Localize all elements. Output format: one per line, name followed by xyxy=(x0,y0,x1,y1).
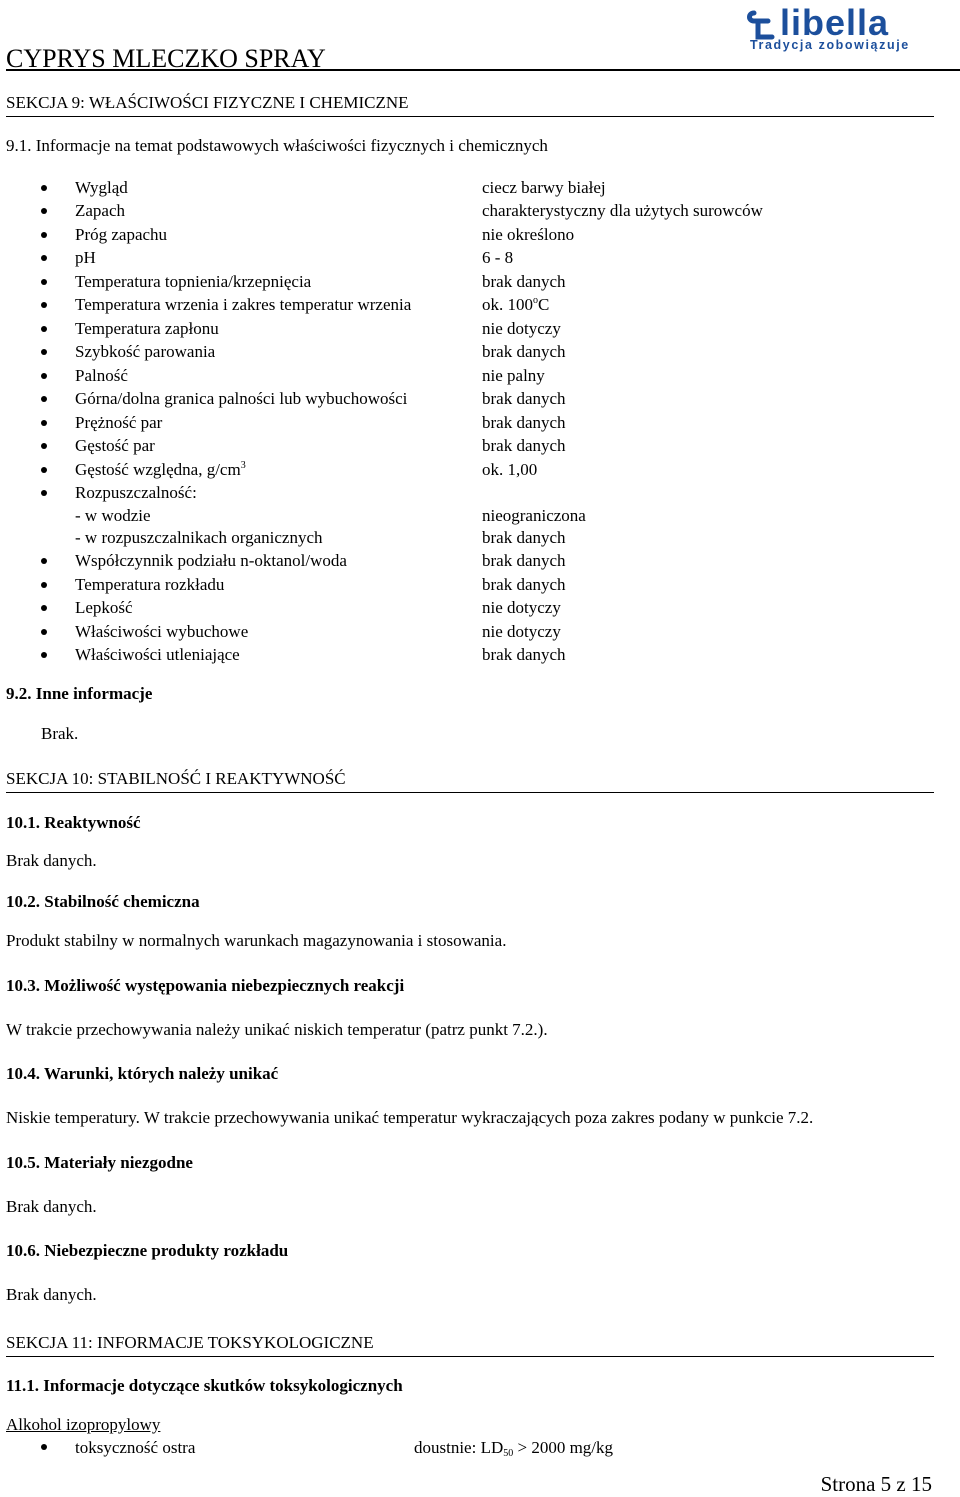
property-value-text: brak danych xyxy=(482,551,566,570)
property-value-text: brak danych xyxy=(482,645,566,664)
bullet xyxy=(41,326,47,332)
property-label xyxy=(75,598,133,618)
property-label xyxy=(75,225,167,245)
property-label xyxy=(75,342,215,362)
property-value-text: ok. 1,00 xyxy=(482,460,538,479)
property-label xyxy=(75,178,128,198)
property-label-text: Palność xyxy=(75,366,128,385)
property-label xyxy=(75,295,411,315)
property-label-text: Gęstość par xyxy=(75,436,155,455)
section-10-2-text: Produkt stabilny w normalnych warunkach magazynowania i stosowania. xyxy=(6,931,507,950)
property-value xyxy=(482,460,537,480)
bullet xyxy=(41,629,47,635)
tox-value-post: > 2000 mg/kg xyxy=(513,1438,614,1457)
property-value-text: ciecz barwy białej xyxy=(482,178,606,197)
property-value-text: ok. 100 xyxy=(482,295,533,314)
section-9-rule xyxy=(6,116,934,117)
section-10-3-heading: 10.3. Możliwość występowania niebezpiecznych reakcji xyxy=(6,976,405,995)
property-value xyxy=(482,248,513,268)
bullet xyxy=(41,185,47,191)
property-label-text: Gęstość względna, g/cm xyxy=(75,460,241,479)
property-label-text: Prężność par xyxy=(75,413,163,432)
property-value xyxy=(482,645,566,665)
property-value xyxy=(482,225,574,245)
property-label-text: Wygląd xyxy=(75,178,128,197)
property-value-text: nie określono xyxy=(482,225,575,244)
property-label-text: Próg zapachu xyxy=(75,225,168,244)
property-value-text: nie dotyczy xyxy=(482,319,561,338)
section-10-6-heading: 10.6. Niebezpieczne produkty rozkładu xyxy=(6,1241,289,1260)
property-value-text: 6 - 8 xyxy=(482,248,514,267)
property-label xyxy=(75,551,347,571)
section-10-4-heading: 10.4. Warunki, których należy unikać xyxy=(6,1064,279,1083)
bullet xyxy=(41,349,47,355)
property-value-text: brak danych xyxy=(482,389,566,408)
section-10-5-text: Brak danych. xyxy=(6,1197,97,1216)
bullet xyxy=(41,582,47,588)
property-value-unit: C xyxy=(538,295,550,314)
property-label-text: Zapach xyxy=(75,201,126,220)
property-value-text: nieograniczona xyxy=(482,506,586,525)
section-10-2-heading: 10.2. Stabilność chemiczna xyxy=(6,892,200,911)
section-11-heading: SEKCJA 11: INFORMACJE TOKSYKOLOGICZNE xyxy=(6,1333,374,1352)
property-value-text: charakterystyczny dla użytych surowców xyxy=(482,201,763,220)
property-label xyxy=(75,272,311,292)
bullet xyxy=(41,443,47,449)
property-value xyxy=(482,413,566,433)
property-value xyxy=(482,342,566,362)
bullet xyxy=(41,232,47,238)
bullet xyxy=(41,420,47,426)
property-value xyxy=(482,366,545,386)
property-value-text: brak danych xyxy=(482,436,566,455)
property-label xyxy=(75,248,96,268)
section-9-2-text: Brak. xyxy=(41,724,79,743)
property-value xyxy=(482,272,566,292)
property-label-text: - w rozpuszczalnikach organicznych xyxy=(75,528,323,547)
section-9-1-heading: 9.1. Informacje na temat podstawowych właściwości fizycznych i chemicznych xyxy=(6,136,548,155)
title-rule xyxy=(6,69,960,71)
property-value-text: brak danych xyxy=(482,575,566,594)
bullet xyxy=(41,302,47,308)
property-value-text: nie dotyczy xyxy=(482,598,561,617)
section-11-1-heading: 11.1. Informacje dotyczące skutków toksykologicznych xyxy=(6,1376,403,1395)
property-label xyxy=(75,575,224,595)
libella-logo xyxy=(744,2,932,57)
property-value-text: nie dotyczy xyxy=(482,622,561,641)
property-label xyxy=(75,389,407,409)
property-value xyxy=(482,528,566,548)
bullet xyxy=(41,255,47,261)
property-label-text: Szybkość parowania xyxy=(75,342,216,361)
tox-value xyxy=(414,1438,613,1458)
section-10-rule xyxy=(6,792,934,793)
property-label-text: Górna/dolna granica palności lub wybuchowości xyxy=(75,389,408,408)
libella-mark-icon xyxy=(746,9,776,41)
bullet xyxy=(41,652,47,658)
property-label xyxy=(75,366,128,386)
property-label-text: pH xyxy=(75,248,96,267)
property-value xyxy=(482,575,566,595)
substance-name: Alkohol izopropylowy xyxy=(6,1415,161,1434)
property-label xyxy=(75,506,151,526)
property-value-text: brak danych xyxy=(482,342,566,361)
section-10-1-heading: 10.1. Reaktywność xyxy=(6,813,141,832)
bullet xyxy=(41,279,47,285)
property-value-text: nie palny xyxy=(482,366,545,385)
section-10-4-text: Niskie temperatury. W trakcie przechowywania unikać temperatur wykraczających poza zakres podany w punkcie 7.2. xyxy=(6,1108,814,1127)
property-value xyxy=(482,201,763,221)
property-value-text: brak danych xyxy=(482,272,566,291)
property-label xyxy=(75,460,246,480)
logo-wordmark: libella xyxy=(780,2,890,43)
property-value xyxy=(482,622,561,642)
section-9-2-heading: 9.2. Inne informacje xyxy=(6,684,153,703)
bullet xyxy=(41,373,47,379)
section-9-heading: SEKCJA 9: WŁAŚCIWOŚCI FIZYCZNE I CHEMICZNE xyxy=(6,93,409,112)
property-label xyxy=(75,528,323,548)
property-label-text: Współczynnik podziału n-oktanol/woda xyxy=(75,551,347,570)
property-label-text: Właściwości wybuchowe xyxy=(75,622,249,641)
property-value xyxy=(482,389,566,409)
section-10-heading: SEKCJA 10: STABILNOŚĆ I REAKTYWNOŚĆ xyxy=(6,769,346,788)
tox-label: toksyczność ostra xyxy=(75,1438,196,1457)
bullet xyxy=(41,605,47,611)
property-label-text: Temperatura zapłonu xyxy=(75,319,219,338)
property-label-text: - w wodzie xyxy=(75,506,151,525)
property-label-text: Rozpuszczalność: xyxy=(75,483,197,502)
section-10-3-text: W trakcie przechowywania należy unikać niskich temperatur (patrz punkt 7.2.). xyxy=(6,1020,548,1039)
property-value xyxy=(482,598,561,618)
property-label xyxy=(75,436,155,456)
property-label-text: Temperatura rozkładu xyxy=(75,575,225,594)
property-value xyxy=(482,319,561,339)
property-value xyxy=(482,178,606,198)
bullet xyxy=(41,208,47,214)
section-11-rule xyxy=(6,1356,934,1357)
property-value xyxy=(482,551,566,571)
property-label-text: Lepkość xyxy=(75,598,133,617)
property-label xyxy=(75,413,162,433)
page-number: Strona 5 z 15 xyxy=(820,1472,932,1496)
bullet xyxy=(41,558,47,564)
bullet xyxy=(41,490,47,496)
property-label xyxy=(75,645,240,665)
section-10-5-heading: 10.5. Materiały niezgodne xyxy=(6,1153,193,1172)
tox-value-sub: 50 xyxy=(503,1448,514,1459)
property-label-text: Właściwości utleniające xyxy=(75,645,240,664)
bullet xyxy=(41,396,47,402)
property-value xyxy=(482,295,549,315)
bullet xyxy=(41,467,47,473)
section-10-6-text: Brak danych. xyxy=(6,1285,97,1304)
property-label-text: Temperatura wrzenia i zakres temperatur wrzenia xyxy=(75,295,412,314)
bullet xyxy=(41,1444,47,1450)
logo-tagline: Tradycja zobowiązuje xyxy=(750,38,910,52)
property-value xyxy=(482,506,586,526)
property-label xyxy=(75,201,125,221)
section-10-1-text: Brak danych. xyxy=(6,851,97,870)
property-label xyxy=(75,319,219,339)
property-label xyxy=(75,622,248,642)
document-title: CYPRYS MLECZKO SPRAY__ xyxy=(6,44,352,73)
property-label-text: Temperatura topnienia/krzepnięcia xyxy=(75,272,312,291)
property-value-text: brak danych xyxy=(482,413,566,432)
property-value-text: brak danych xyxy=(482,528,566,547)
property-value-sup: o xyxy=(533,295,538,306)
property-value xyxy=(482,436,566,456)
property-label xyxy=(75,483,197,503)
tox-value-pre: doustnie: LD xyxy=(414,1438,504,1457)
property-label-sup: 3 xyxy=(240,460,246,471)
